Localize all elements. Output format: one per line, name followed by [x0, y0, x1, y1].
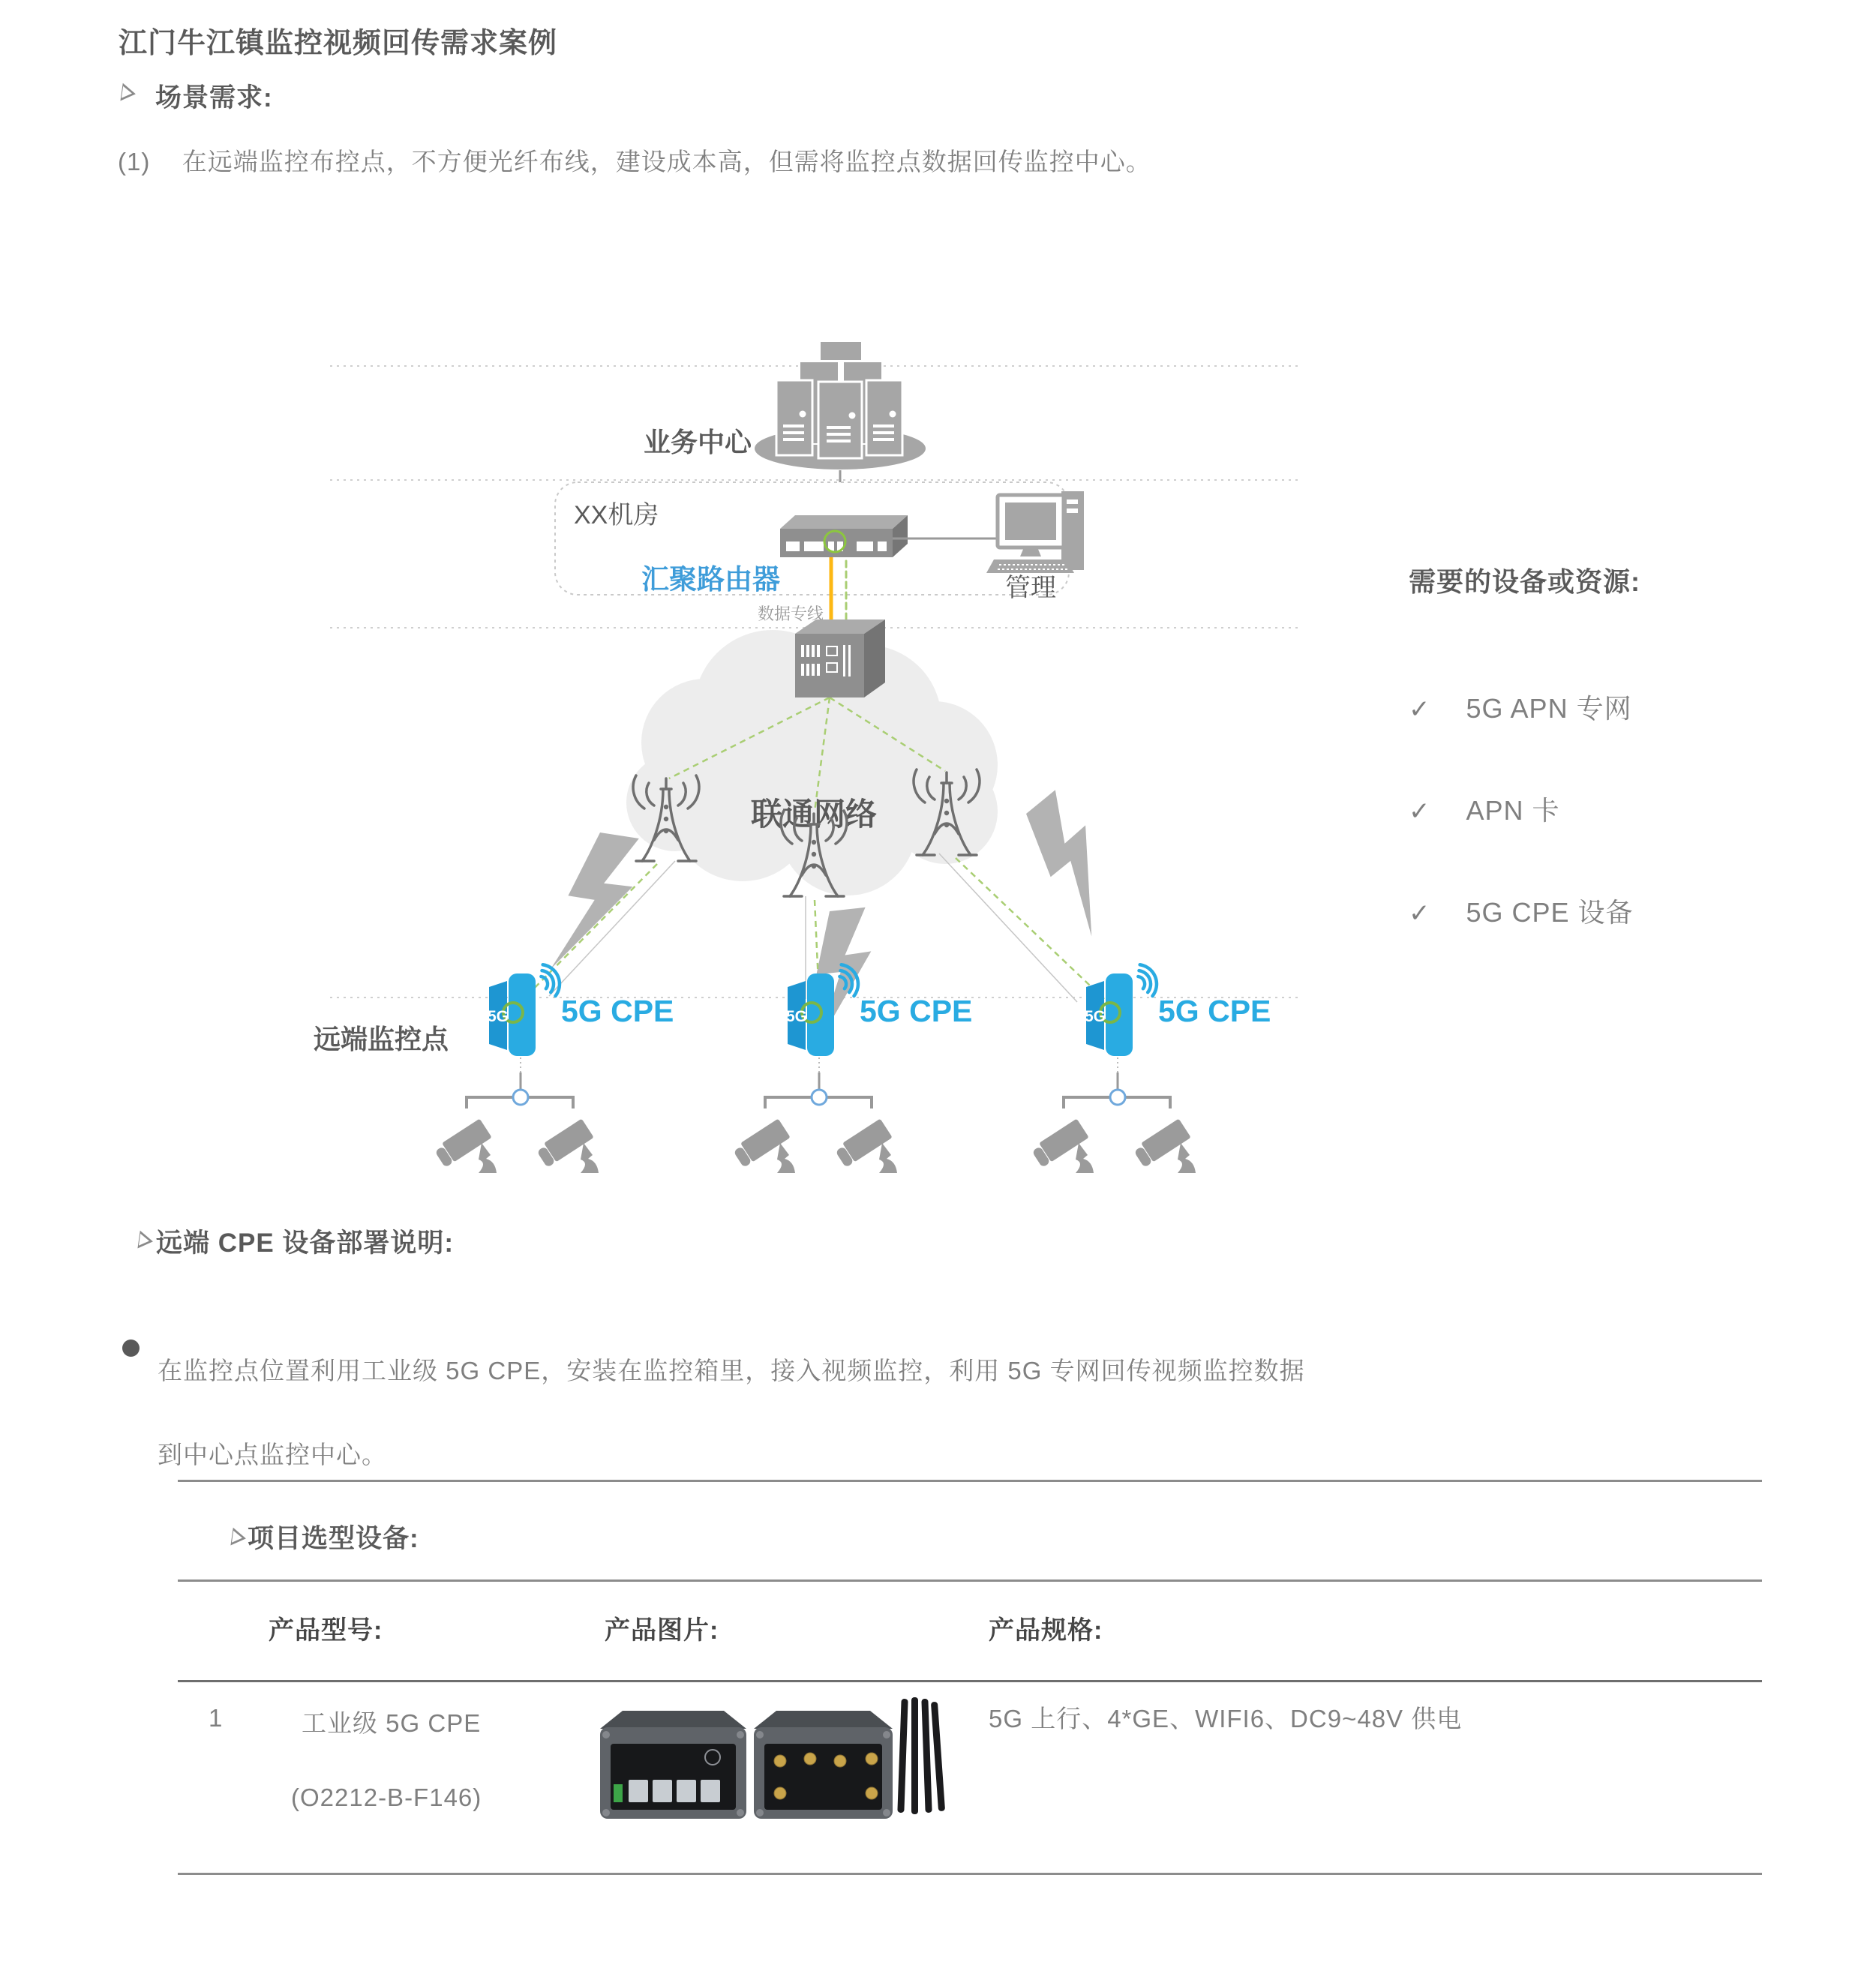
cctv-camera-icon	[1030, 1119, 1094, 1173]
arrow-bullet-icon	[230, 1528, 247, 1547]
table-header-model: 产品型号:	[269, 1616, 383, 1645]
resource-item-label: 5G APN 专网	[1466, 693, 1632, 724]
table-rule-under-heading	[178, 1580, 1762, 1582]
management-label: 管理	[1005, 574, 1056, 602]
section-product-selection: 项目选型设备:	[248, 1524, 419, 1553]
resource-item-label: 5G CPE 设备	[1466, 897, 1634, 928]
arrow-bullet-icon	[120, 83, 137, 103]
product-model-name: 工业级 5G CPE	[302, 1709, 482, 1737]
check-icon: ✓	[1409, 695, 1430, 724]
resources-panel	[1409, 561, 1829, 930]
deployment-paragraph	[158, 1329, 1793, 1497]
antennas-icon	[897, 1697, 945, 1814]
resource-item	[1409, 790, 1829, 828]
resource-item	[1409, 892, 1829, 930]
page-title: 江门牛江镇监控视频回传需求案例	[119, 28, 558, 59]
core-gateway-icon	[795, 620, 885, 698]
product-model-code: (O2212-B-F146)	[291, 1784, 482, 1811]
resource-item	[1409, 688, 1829, 726]
aggregation-router-label: 汇聚路由器	[641, 564, 780, 595]
cpe-router-front-icon	[600, 1711, 746, 1819]
data-line-label: 数据专线	[757, 604, 824, 623]
cpe-label: 5G CPE	[860, 994, 973, 1028]
section-scene-requirements: 场景需求:	[155, 83, 273, 112]
room-label: XX机房	[574, 501, 659, 530]
table-header-spec: 产品规格:	[989, 1616, 1103, 1645]
management-pc-icon	[986, 491, 1084, 573]
cctv-camera-icon	[833, 1119, 897, 1173]
aggregation-router-icon	[780, 515, 908, 557]
cctv-camera-icon	[535, 1119, 599, 1173]
table-rule-under-header	[178, 1680, 1762, 1682]
requirement-item-1	[118, 142, 1151, 178]
item-index: (1)	[118, 148, 151, 176]
check-icon: ✓	[1409, 899, 1430, 928]
cpe-site	[731, 961, 972, 1173]
wifi-waves-icon	[1134, 961, 1161, 998]
lightning-bolt-icon	[1019, 784, 1128, 942]
cpe-site	[1030, 961, 1271, 1173]
cctv-camera-icon	[1132, 1119, 1196, 1173]
cctv-camera-icon	[433, 1119, 497, 1173]
table-rule-top	[178, 1480, 1762, 1482]
wifi-waves-icon	[537, 961, 564, 998]
cpe-badge: 5G	[785, 1008, 808, 1025]
product-spec: 5G 上行、4*GE、WIFI6、DC9~48V 供电	[989, 1705, 1463, 1732]
cpe-label: 5G CPE	[1158, 994, 1271, 1028]
table-rule-bottom	[178, 1873, 1762, 1875]
product-photo	[600, 1690, 945, 1828]
resources-title: 需要的设备或资源:	[1409, 566, 1640, 597]
remote-site-label: 远端监控点	[314, 1024, 449, 1054]
section-cpe-deployment: 远端 CPE 设备部署说明:	[156, 1228, 455, 1258]
row-number: 1	[209, 1704, 224, 1732]
table-header-image: 产品图片:	[605, 1616, 719, 1645]
cpe-router-back-icon	[754, 1711, 893, 1819]
cpe-badge: 5G	[1084, 1008, 1106, 1025]
operator-network-label: 联通网络	[750, 796, 878, 832]
server-cluster-icon	[755, 341, 926, 470]
arrow-bullet-icon	[138, 1231, 155, 1250]
cctv-camera-icon	[731, 1119, 795, 1173]
cpe-label: 5G CPE	[561, 994, 674, 1028]
network-topology-diagram	[285, 202, 1305, 1215]
deployment-line-2: 到中心点监控中心。	[158, 1441, 387, 1468]
check-icon: ✓	[1409, 797, 1430, 826]
item-text: 在远端监控布控点，不方便光纤布线，建设成本高，但需将监控点数据回传监控中心。	[182, 148, 1151, 176]
dot-bullet-icon	[122, 1340, 140, 1357]
business-center-label: 业务中心	[643, 427, 752, 458]
cpe-site	[433, 961, 674, 1173]
deployment-line-1: 在监控点位置利用工业级 5G CPE，安装在监控箱里，接入视频监控，利用 5G 专网回传视频监控数据	[158, 1357, 1305, 1384]
resource-item-label: APN 卡	[1466, 795, 1560, 826]
cpe-badge: 5G	[487, 1008, 509, 1025]
